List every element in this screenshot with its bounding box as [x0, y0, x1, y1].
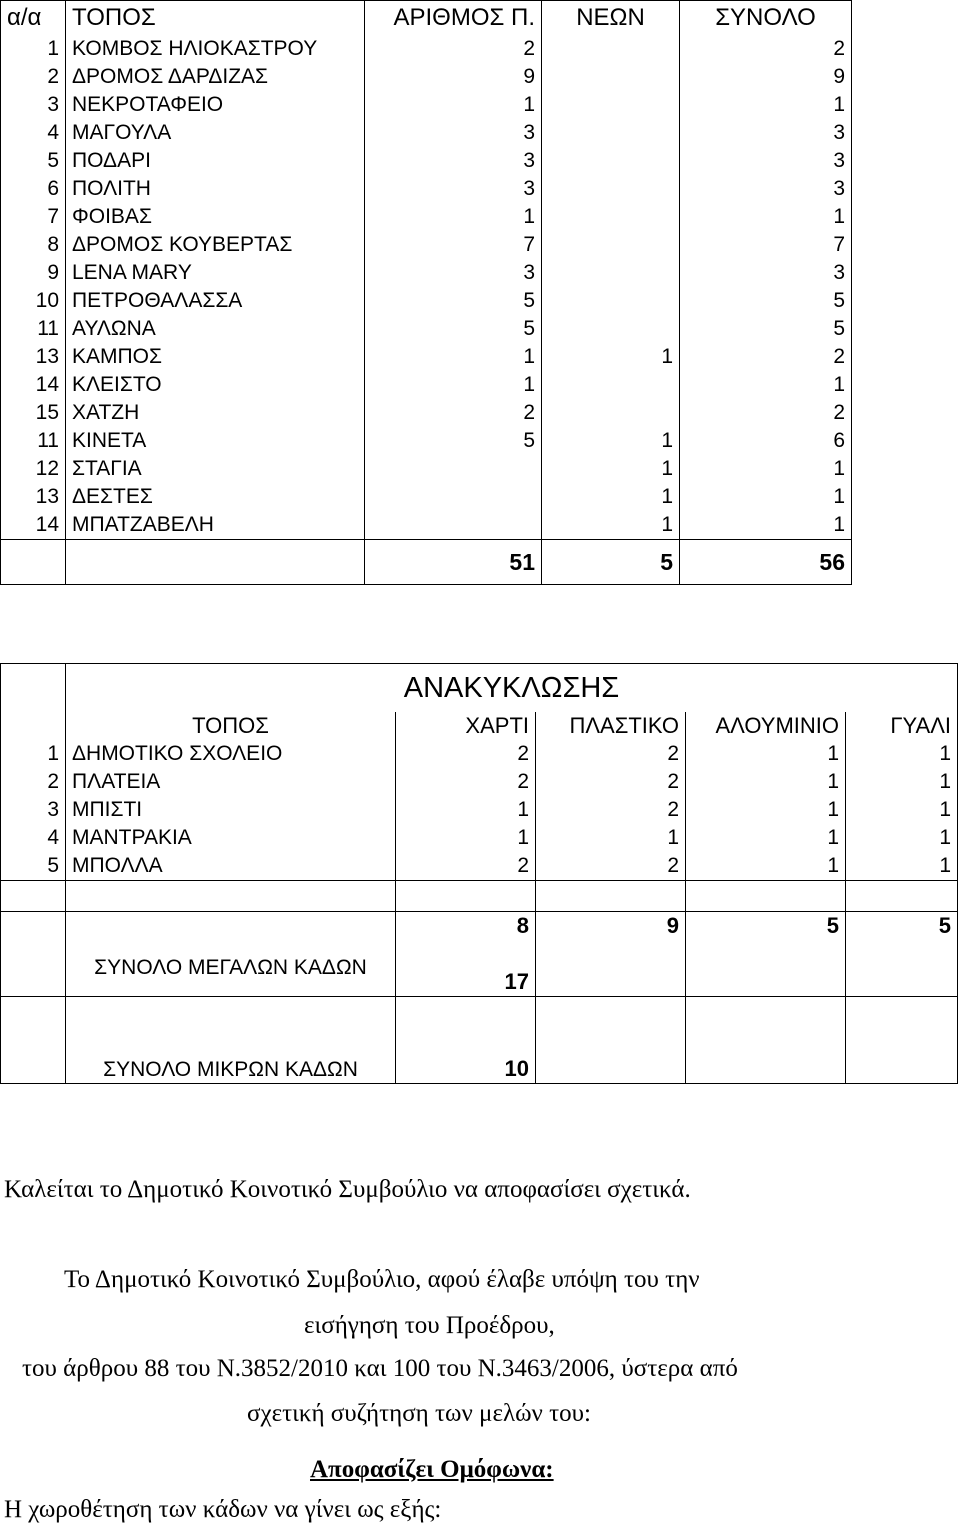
- table-row: [1, 768, 958, 796]
- table-cell: 15: [1, 399, 66, 427]
- empty-cell: [66, 912, 396, 941]
- table-cell: ΑΥΛΩΝΑ: [66, 315, 365, 343]
- table-cell: 2: [536, 852, 686, 881]
- table-cell: 1: [680, 483, 852, 511]
- total-cell: 8: [396, 912, 536, 941]
- table-cell: ΧΑΤΖΗ: [66, 399, 365, 427]
- table-cell: 3: [680, 119, 852, 147]
- empty-cell: [536, 997, 686, 1084]
- table-cell: [542, 315, 680, 343]
- table-row: [1, 371, 852, 399]
- empty-cell: [66, 881, 396, 912]
- table-cell: 2: [536, 768, 686, 796]
- totals-row: [1, 540, 852, 585]
- table-cell: 9: [1, 259, 66, 287]
- table-cell: 3: [680, 259, 852, 287]
- table-cell: 1: [846, 824, 958, 852]
- total-cell: 5: [846, 912, 958, 941]
- large-bins-row: [1, 940, 958, 997]
- table-cell: ΣΤΑΓΙΑ: [66, 455, 365, 483]
- table-cell: ΚΙΝΕΤΑ: [66, 427, 365, 455]
- table-cell: 1: [542, 483, 680, 511]
- table-cell: 8: [1, 231, 66, 259]
- table-cell: 7: [680, 231, 852, 259]
- total-cell: 56: [680, 540, 852, 585]
- table-row: [1, 63, 852, 91]
- table-cell: [365, 483, 542, 511]
- table-cell: ΠΟΛΙΤΗ: [66, 175, 365, 203]
- header-total: ΣΥΝΟΛΟ: [680, 1, 852, 36]
- table-cell: [542, 259, 680, 287]
- para-line-2: εισήγηση του Προέδρου,: [304, 1312, 555, 1339]
- empty-cell: [1, 540, 66, 585]
- table-cell: ΚΟΜΒΟΣ ΗΛΙΟΚΑΣΤΡΟΥ: [66, 35, 365, 63]
- table-cell: 2: [680, 343, 852, 371]
- table-cell: 11: [1, 315, 66, 343]
- table-cell: 13: [1, 483, 66, 511]
- table-cell: 6: [1, 175, 66, 203]
- empty-cell: [846, 940, 958, 997]
- header-paper: ΧΑΡΤΙ: [396, 712, 536, 740]
- table-cell: [542, 203, 680, 231]
- table-cell: 10: [1, 287, 66, 315]
- table-row: [1, 740, 958, 768]
- table-cell: 1: [365, 371, 542, 399]
- table-cell: [542, 119, 680, 147]
- table-cell: 2: [396, 768, 536, 796]
- empty-cell: [1, 881, 66, 912]
- table-cell: 5: [365, 287, 542, 315]
- bins-table-header: [1, 1, 852, 36]
- table-cell: 5: [1, 147, 66, 175]
- empty-cell: [1, 912, 66, 941]
- recycling-totals-row: [1, 912, 958, 941]
- empty-cell: [846, 997, 958, 1084]
- table-cell: 1: [846, 740, 958, 768]
- para-line-4: σχετική συζήτηση των μελών του:: [247, 1400, 591, 1427]
- table-cell: ΜΠΙΣΤΙ: [66, 796, 396, 824]
- table-row: [1, 259, 852, 287]
- table-cell: 1: [846, 768, 958, 796]
- table-cell: 9: [365, 63, 542, 91]
- table-cell: 1: [680, 455, 852, 483]
- table-row: [1, 483, 852, 511]
- large-bins-label: ΣΥΝΟΛΟ ΜΕΓΑΛΩΝ ΚΑΔΩΝ: [66, 940, 396, 997]
- total-cell: 5: [542, 540, 680, 585]
- table-cell: 2: [1, 63, 66, 91]
- table-cell: 1: [536, 824, 686, 852]
- table-cell: 2: [680, 399, 852, 427]
- table-cell: ΠΛΑΤΕΙΑ: [66, 768, 396, 796]
- table-cell: 2: [536, 796, 686, 824]
- para-line-1: Το Δημοτικό Κοινοτικό Συμβούλιο, αφού έλαβε υπόψη του την: [64, 1266, 700, 1293]
- table-cell: ΚΑΜΠΟΣ: [66, 343, 365, 371]
- table-cell: 7: [365, 231, 542, 259]
- table-cell: ΔΗΜΟΤΙΚΟ ΣΧΟΛΕΙΟ: [66, 740, 396, 768]
- table-cell: 11: [1, 427, 66, 455]
- table-cell: 5: [680, 287, 852, 315]
- large-bins-value: 17: [396, 940, 536, 997]
- empty-cell: [66, 540, 365, 585]
- table-cell: ΠΕΤΡΟΘΑΛΑΣΣΑ: [66, 287, 365, 315]
- spacer-row: [1, 881, 958, 912]
- table-cell: [365, 455, 542, 483]
- header-aa: α/α: [1, 1, 66, 36]
- table-cell: 2: [536, 740, 686, 768]
- table-cell: [542, 147, 680, 175]
- table-cell: 2: [396, 740, 536, 768]
- table-cell: 1: [365, 203, 542, 231]
- empty-cell: [846, 881, 958, 912]
- table-cell: 9: [680, 63, 852, 91]
- table-cell: 1: [846, 852, 958, 881]
- table-cell: 1: [542, 427, 680, 455]
- small-bins-value: 10: [396, 997, 536, 1084]
- table-cell: ΜΑΓΟΥΛΑ: [66, 119, 365, 147]
- last-line: Η χωροθέτηση των κάδων να γίνει ως εξής:: [4, 1496, 442, 1523]
- table-cell: 1: [680, 203, 852, 231]
- table-cell: [542, 35, 680, 63]
- table-row: [1, 852, 958, 881]
- total-cell: 9: [536, 912, 686, 941]
- table-cell: [365, 511, 542, 540]
- header-place: ΤΟΠΟΣ: [66, 1, 365, 36]
- table-cell: ΦΟΙΒΑΣ: [66, 203, 365, 231]
- table-row: [1, 455, 852, 483]
- table-cell: 3: [1, 91, 66, 119]
- table-cell: ΔΕΣΤΕΣ: [66, 483, 365, 511]
- recycling-header: [1, 712, 958, 740]
- call-text: Καλείται το Δημοτικό Κοινοτικό Συμβούλιο να αποφασίσει σχετικά.: [4, 1176, 691, 1203]
- decision-text: Αποφασίζει Ομόφωνα:: [310, 1456, 554, 1483]
- table-row: [1, 147, 852, 175]
- table-row: [1, 343, 852, 371]
- table-cell: 1: [680, 371, 852, 399]
- table-cell: 7: [1, 203, 66, 231]
- table-cell: 1: [365, 343, 542, 371]
- total-cell: 5: [686, 912, 846, 941]
- table-cell: 1: [686, 852, 846, 881]
- table-cell: 3: [365, 147, 542, 175]
- table-cell: 3: [365, 119, 542, 147]
- recycling-title-row: [1, 664, 958, 713]
- table-cell: 1: [396, 796, 536, 824]
- table-cell: [542, 175, 680, 203]
- table-cell: 1: [680, 91, 852, 119]
- table-cell: LENA MARY: [66, 259, 365, 287]
- empty-cell: [1, 997, 66, 1084]
- table-cell: 1: [365, 91, 542, 119]
- table-cell: 5: [365, 427, 542, 455]
- recycling-title: ΑΝΑΚΥΚΛΩΣΗΣ: [66, 664, 958, 713]
- table-row: [1, 231, 852, 259]
- header-count: ΑΡΙΘΜΟΣ Π.: [365, 1, 542, 36]
- table-row: [1, 35, 852, 63]
- header-glass: ΓΥΑΛΙ: [846, 712, 958, 740]
- table-cell: 5: [680, 315, 852, 343]
- table-cell: 6: [680, 427, 852, 455]
- table-cell: 1: [1, 740, 66, 768]
- header-place: ΤΟΠΟΣ: [66, 712, 396, 740]
- table-cell: 5: [1, 852, 66, 881]
- table-cell: ΠΟΔΑΡΙ: [66, 147, 365, 175]
- empty-cell: [536, 940, 686, 997]
- table-cell: ΜΠΑΤΖΑΒΕΛΗ: [66, 511, 365, 540]
- table-cell: ΔΡΟΜΟΣ ΔΑΡΔΙΖΑΣ: [66, 63, 365, 91]
- table-cell: 2: [1, 768, 66, 796]
- table-row: [1, 511, 852, 540]
- table-cell: 1: [1, 35, 66, 63]
- table-cell: 1: [686, 768, 846, 796]
- table-cell: 4: [1, 119, 66, 147]
- para-line-3: του άρθρου 88 του Ν.3852/2010 και 100 του Ν.3463/2006, ύστερα από: [22, 1355, 738, 1382]
- table-cell: 1: [686, 824, 846, 852]
- table-cell: [542, 287, 680, 315]
- table-cell: 2: [396, 852, 536, 881]
- table-cell: 14: [1, 371, 66, 399]
- empty-cell: [686, 940, 846, 997]
- table-row: [1, 203, 852, 231]
- table-cell: [542, 63, 680, 91]
- table-cell: [542, 91, 680, 119]
- empty-cell: [1, 940, 66, 997]
- table-cell: 2: [365, 35, 542, 63]
- table-cell: 3: [365, 175, 542, 203]
- table-cell: 5: [365, 315, 542, 343]
- empty-cell: [396, 881, 536, 912]
- table-row: [1, 91, 852, 119]
- table-cell: 3: [1, 796, 66, 824]
- recycling-table: [0, 663, 958, 1084]
- table-cell: 2: [680, 35, 852, 63]
- total-cell: 51: [365, 540, 542, 585]
- table-cell: 1: [542, 455, 680, 483]
- table-cell: 1: [542, 343, 680, 371]
- table-cell: 1: [846, 796, 958, 824]
- header-new: ΝΕΩΝ: [542, 1, 680, 36]
- table-cell: 3: [680, 175, 852, 203]
- table-row: [1, 824, 958, 852]
- table-cell: ΜΠΟΛΛΑ: [66, 852, 396, 881]
- empty-cell: [686, 997, 846, 1084]
- header-plastic: ΠΛΑΣΤΙΚΟ: [536, 712, 686, 740]
- small-bins-label: ΣΥΝΟΛΟ ΜΙΚΡΩΝ ΚΑΔΩΝ: [66, 997, 396, 1084]
- header-aluminium: ΑΛΟΥΜΙΝΙΟ: [686, 712, 846, 740]
- table-cell: 12: [1, 455, 66, 483]
- empty-cell: [536, 881, 686, 912]
- table-cell: 1: [686, 740, 846, 768]
- table-cell: ΚΛΕΙΣΤΟ: [66, 371, 365, 399]
- table-cell: 1: [396, 824, 536, 852]
- table-cell: 3: [365, 259, 542, 287]
- table-cell: ΝΕΚΡΟΤΑΦΕΙΟ: [66, 91, 365, 119]
- table-row: [1, 315, 852, 343]
- table-row: [1, 427, 852, 455]
- table-cell: [542, 399, 680, 427]
- bins-table: [0, 0, 852, 585]
- table-cell: ΜΑΝΤΡΑΚΙΑ: [66, 824, 396, 852]
- table-cell: 14: [1, 511, 66, 540]
- table-cell: 1: [680, 511, 852, 540]
- table-row: [1, 796, 958, 824]
- empty-cell: [686, 881, 846, 912]
- table-row: [1, 287, 852, 315]
- table-cell: ΔΡΟΜΟΣ ΚΟΥΒΕΡΤΑΣ: [66, 231, 365, 259]
- table-cell: [542, 231, 680, 259]
- small-bins-row: [1, 997, 958, 1084]
- table-cell: 3: [680, 147, 852, 175]
- table-cell: 4: [1, 824, 66, 852]
- table-cell: 13: [1, 343, 66, 371]
- table-row: [1, 119, 852, 147]
- table-cell: 2: [365, 399, 542, 427]
- table-row: [1, 399, 852, 427]
- table-cell: 1: [686, 796, 846, 824]
- table-cell: [542, 371, 680, 399]
- table-cell: 1: [542, 511, 680, 540]
- table-row: [1, 175, 852, 203]
